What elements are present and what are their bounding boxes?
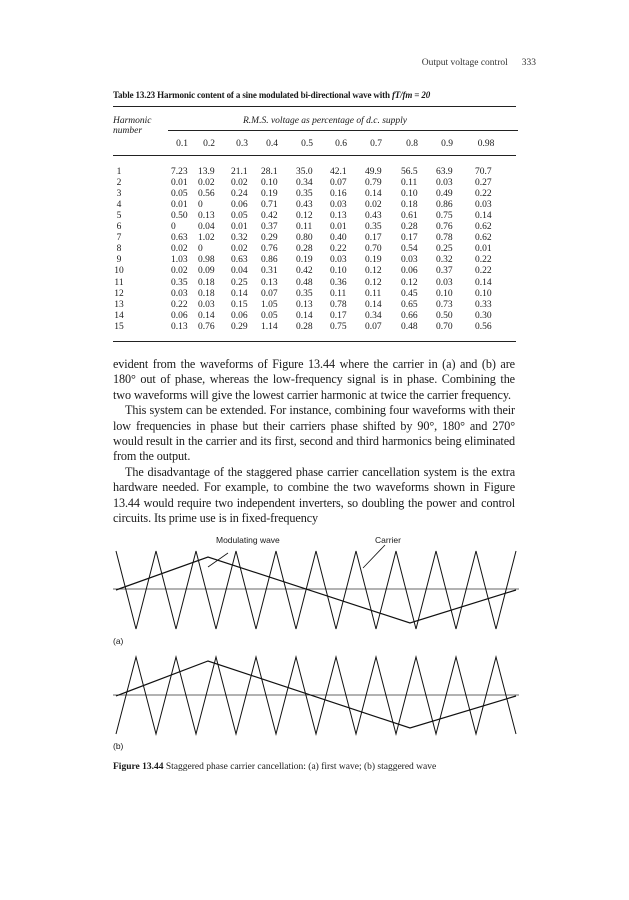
table-cell: 0.06 [171,310,188,321]
table-cell: 0.54 [401,244,418,255]
table-cell: 0.79 [365,178,382,189]
table-cell: 0.07 [365,321,382,332]
table-cell: 0.71 [261,200,278,211]
table-cell: 0.25 [436,244,453,255]
table-cell: 0.03 [330,255,347,266]
harmonic-number: 5 [116,211,122,222]
table-caption-label: Table 13.23 [113,90,156,100]
table-cell: 0.18 [198,288,215,299]
table-cell: 0.34 [296,178,313,189]
waveform-diagram [113,535,521,757]
table-cell: 0.30 [475,310,492,321]
paragraph: evident from the waveforms of Figure 13.44 where the carrier in (a) and (b) are 180° out of phase, whereas the low-frequency signal is in phase. Combining the two waveforms will give the lowest carrier harmonic at twice the carrier frequency. [113,357,515,402]
table-cell: 21.1 [231,167,248,177]
harmonic-number: 3 [116,189,122,200]
modulation-index-header: 0.9 [441,139,453,149]
table-cell: 0.78 [436,233,453,244]
table-cell: 0.14 [365,299,382,310]
table-cell: 0.14 [475,277,492,288]
panel-a-label: (a) [113,636,124,646]
paragraph: This system can be extended. For instance, combining four waveforms with their low frequencies in phase but their carriers phase shifted by 90°, 180° and 270° would result in the carrier and its first, second and third harmonics being eliminated from the output. [113,403,515,464]
table-cell: 0.19 [365,255,382,266]
table-cell: 0.17 [401,233,418,244]
table-caption [113,90,430,100]
modulation-index-header: 0.2 [203,139,215,149]
table-cell: 13.9 [198,167,215,177]
table-cell: 0.86 [436,200,453,211]
span-header-rule [168,130,518,131]
table-cell: 0.37 [261,222,278,233]
table-cell: 0.73 [436,299,453,310]
table-cell: 0.05 [231,211,248,222]
table-cell: 0.12 [401,277,418,288]
table-cell: 1.03 [171,255,188,266]
table-cell: 0.12 [365,277,382,288]
table-cell: 0.14 [231,288,248,299]
table-cell: 0.40 [330,233,347,244]
table-cell: 0.12 [296,211,313,222]
table-top-rule [113,106,516,107]
table-cell: 1.05 [261,299,278,310]
table-cell: 0.14 [365,189,382,200]
table-cell: 0.15 [231,299,248,310]
table-cell: 0.32 [231,233,248,244]
table-cell: 28.1 [261,167,278,177]
table-cell: 0.01 [330,222,347,233]
harmonic-number: 15 [114,321,124,332]
table-cell: 0.24 [231,189,248,200]
table-cell: 0.70 [365,244,382,255]
table-cell: 0.11 [296,222,313,233]
table-cell: 49.9 [365,167,382,177]
table-cell: 0.22 [475,189,492,200]
table-cell: 0.43 [296,200,313,211]
table-cell: 0.02 [231,244,248,255]
table-bottom-rule [113,341,516,342]
carrier-wave-b [116,657,516,734]
table-cell: 0.01 [231,222,248,233]
harmonic-number: 13 [114,299,124,310]
table-cell: 0.62 [475,222,492,233]
table-cell: 0.03 [436,277,453,288]
modulation-index-header: 0.5 [301,139,313,149]
modulation-index-header: 0.3 [236,139,248,149]
harmonic-number: 7 [116,233,122,244]
table-cell: 0.17 [365,233,382,244]
carrier-wave-a [116,551,516,629]
table-caption-text: Harmonic content of a sine modulated bi-directional wave with [157,90,390,100]
table-cell: 0 [171,222,176,233]
figure-caption-text: Staggered phase carrier cancellation: (a) first wave; (b) staggered wave [165,762,437,772]
table-cell: 0.03 [330,200,347,211]
harmonic-number: 12 [114,288,124,299]
modulating-leader [208,553,228,567]
modulation-index-header: 0.4 [266,139,278,149]
modulation-index-header: 0.1 [176,139,188,149]
table-cell: 0.22 [475,255,492,266]
table-cell: 0.03 [171,288,188,299]
table-cell: 0.01 [171,178,188,189]
table-cell: 0.50 [171,211,188,222]
table-cell: 0.65 [401,299,418,310]
table-cell: 0.49 [436,189,453,200]
body-text [113,357,515,526]
table-cell: 0.22 [475,266,492,277]
modulation-index-header: 0.8 [406,139,418,149]
table-cell: 0.06 [401,266,418,277]
table-cell: 0.02 [231,178,248,189]
table-cell: 0.10 [436,288,453,299]
table-cell: 63.9 [436,167,453,177]
table-cell: 0.27 [475,178,492,189]
table-cell: 0.06 [231,310,248,321]
table-cell: 0.13 [198,211,215,222]
table-cell: 0.09 [198,266,215,277]
table-cell: 0.03 [475,200,492,211]
table-cell: 0.07 [330,178,347,189]
table-header-rule [113,155,516,156]
table-cell: 1.02 [198,233,215,244]
table-cell: 0.22 [171,299,188,310]
table-cell: 42.1 [330,167,347,177]
table-cell: 0.43 [365,211,382,222]
table-cell: 0.03 [401,255,418,266]
table-cell: 0.28 [296,321,313,332]
table-cell: 56.5 [401,167,418,177]
running-head [422,58,536,68]
table-cell: 0.31 [261,266,278,277]
span-header: R.M.S. voltage as percentage of d.c. supply [243,116,408,126]
table-cell: 0 [198,200,203,211]
table-cell: 0.02 [171,244,188,255]
panel-b-label: (b) [113,741,124,751]
table-cell: 0.13 [261,277,278,288]
table-cell: 0.06 [231,200,248,211]
table-cell: 0.62 [475,233,492,244]
modulation-index-header: 0.98 [477,139,495,149]
table-cell: 0.11 [401,178,418,189]
table-cell: 0.48 [296,277,313,288]
table-cell: 0.28 [401,222,418,233]
harmonic-number: 1 [116,167,122,177]
table-cell: 0.03 [436,178,453,189]
table-cell: 0.05 [261,310,278,321]
harmonic-number: 11 [114,277,124,288]
row-header: Harmonic number [113,116,152,136]
table-cell: 0.28 [296,244,313,255]
running-head-title: Output voltage control [421,58,508,68]
table-cell: 0.78 [330,299,347,310]
table-cell: 0.02 [171,266,188,277]
table-cell: 0.76 [198,321,215,332]
table-cell: 0.70 [436,321,453,332]
table-cell: 0.10 [475,288,492,299]
table-cell: 0.05 [171,189,188,200]
table-cell: 0 [198,244,203,255]
table-cell: 0.32 [436,255,453,266]
harmonic-number: 4 [116,200,122,211]
table-cell: 0.04 [231,266,248,277]
table-cell: 0.56 [198,189,215,200]
table-cell: 0.04 [198,222,215,233]
table-cell: 0.10 [330,266,347,277]
table-cell: 0.29 [231,321,248,332]
table-cell: 0.13 [330,211,347,222]
table-cell: 0.19 [296,255,313,266]
table-cell: 0.86 [261,255,278,266]
table-cell: 0.34 [365,310,382,321]
table-cell: 0.25 [231,277,248,288]
table-cell: 1.14 [261,321,278,332]
harmonic-number: 6 [116,222,122,233]
table-cell: 0.35 [296,189,313,200]
table-cell: 0.18 [198,277,215,288]
table-cell: 0.80 [296,233,313,244]
modulating-wave-a [116,557,516,623]
harmonic-number: 10 [114,266,124,277]
table-cell: 0.42 [296,266,313,277]
table-cell: 0.14 [475,211,492,222]
table-cell: 0.18 [401,200,418,211]
table-cell: 0.12 [365,266,382,277]
table-cell: 0.50 [436,310,453,321]
table-cell: 0.11 [365,288,382,299]
table-cell: 0.35 [296,288,313,299]
modulating-wave-label: Modulating wave [216,535,280,545]
table-cell: 0.45 [401,288,418,299]
figure-caption [113,762,436,772]
figure-13-44 [113,535,521,757]
table-cell: 0.75 [330,321,347,332]
table-cell: 0.13 [296,299,313,310]
table-cell: 0.76 [261,244,278,255]
table-cell: 0.03 [198,299,215,310]
page-number: 333 [521,58,536,68]
table-cell: 0.42 [261,211,278,222]
table-cell: 0.61 [401,211,418,222]
table-cell: 0.75 [436,211,453,222]
table-cell: 0.14 [296,310,313,321]
harmonic-number: 2 [116,178,122,189]
table-cell: 0.13 [171,321,188,332]
modulating-wave-b [116,661,516,728]
table-cell: 0.01 [475,244,492,255]
table-cell: 0.76 [436,222,453,233]
table-cell: 0.02 [365,200,382,211]
table-cell: 0.35 [365,222,382,233]
table-cell: 0.16 [330,189,347,200]
table-cell: 0.17 [330,310,347,321]
table-cell: 7.23 [171,167,188,177]
paragraph: The disadvantage of the staggered phase carrier cancellation system is the extra hardware needed. For example, to combine the two waveforms shown in Figure 13.44 would require two independent inverters, so doubling the power and control circuits. Its prime use is in fixed-frequency [113,464,515,526]
table-cell: 0.11 [330,288,347,299]
table-cell: 0.10 [401,189,418,200]
table-cell: 0.29 [261,233,278,244]
table-cell: 0.01 [171,200,188,211]
harmonic-number: 14 [114,310,124,321]
carrier-label: Carrier [375,535,401,545]
table-cell: 0.56 [475,321,492,332]
modulation-index-header: 0.7 [370,139,382,149]
table-cell: 0.22 [330,244,347,255]
table-cell: 0.35 [171,277,188,288]
table-cell: 0.48 [401,321,418,332]
table-cell: 0.98 [198,255,215,266]
table-cell: 0.36 [330,277,347,288]
table-cell: 70.7 [475,167,492,177]
table-cell: 0.66 [401,310,418,321]
table-caption-ratio: fT/fm = 20 [391,90,431,100]
table-cell: 0.14 [198,310,215,321]
figure-caption-label: Figure 13.44 [113,762,164,772]
harmonic-number: 9 [116,255,122,266]
modulation-index-header: 0.6 [335,139,347,149]
table-cell: 0.33 [475,299,492,310]
table-cell: 0.10 [261,178,278,189]
table-cell: 0.37 [436,266,453,277]
carrier-leader [363,545,385,568]
table-cell: 0.07 [261,288,278,299]
table-cell: 0.19 [261,189,278,200]
table-cell: 0.63 [171,233,188,244]
table-cell: 35.0 [296,167,313,177]
harmonic-number: 8 [116,244,122,255]
table-cell: 0.63 [231,255,248,266]
table-cell: 0.02 [198,178,215,189]
